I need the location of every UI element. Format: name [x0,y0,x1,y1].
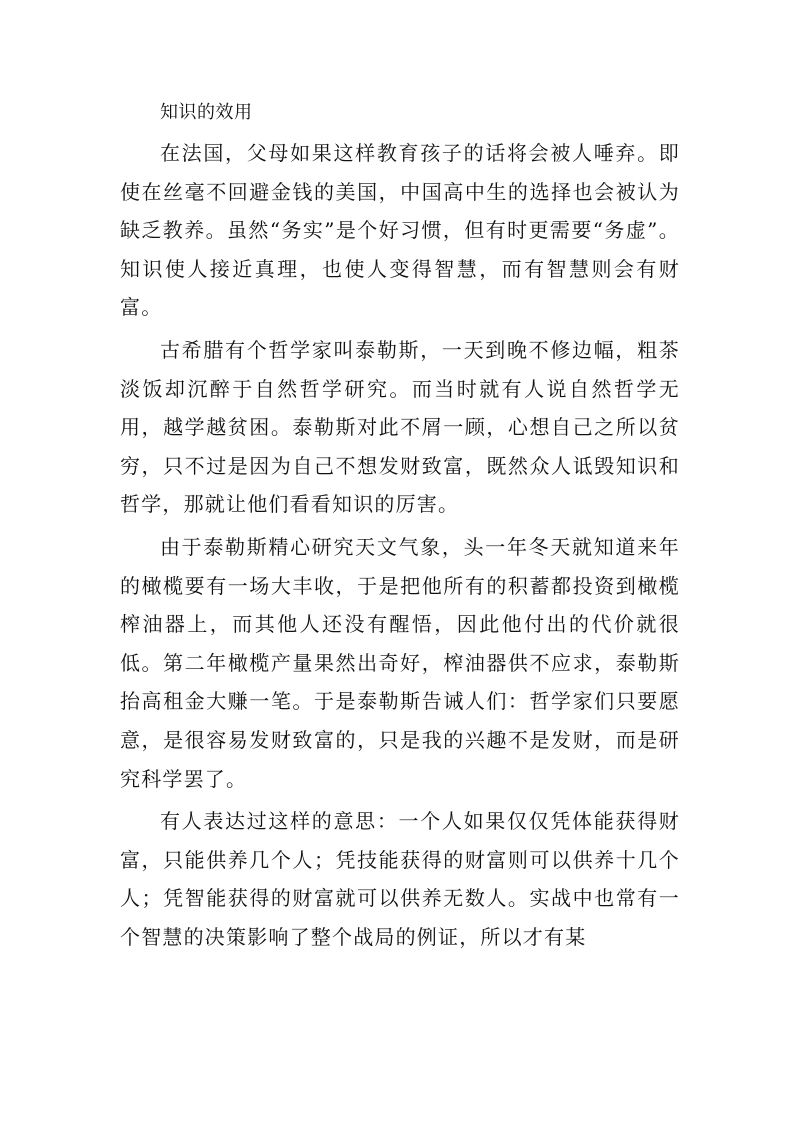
paragraph-2: 古希腊有个哲学家叫泰勒斯，一天到晚不修边幅，粗茶淡饭却沉醉于自然哲学研究。而当时就有人说自然哲学无用，越学越贫困。泰勒斯对此不屑一顾，心想自己之所以贫穷，只不过是因为自己不想发财致富，既然众人诋毁知识和哲学，那就让他们看看知识的厉害。 [120,337,680,517]
document-title: 知识的效用 [160,102,253,123]
document-page [120,96,680,960]
paragraph-3: 由于泰勒斯精心研究天文气象，头一年冬天就知道来年的橄榄要有一场大丰收，于是把他所有的积蓄都投资到橄榄榨油器上，而其他人还没有醒悟，因此他付出的代价就很低。第二年橄榄产量果然出奇好，榨油器供不应求，泰勒斯抬高租金大赚一笔。于是泰勒斯告诫人们：哲学家们只要愿意，是很容易发财致富的，只是我的兴趣不是发财，而是研究科学罢了。 [120,534,680,791]
paragraph-4: 有人表达过这样的意思：一个人如果仅仅凭体能获得财富，只能供养几个人；凭技能获得的财富则可以供养十几个人；凭智能获得的财富就可以供养无数人。实战中也常有一个智慧的决策影响了整个战局的例证，所以才有某 [120,809,680,949]
paragraph-1: 在法国，父母如果这样教育孩子的话将会被人唾弃。即使在丝毫不回避金钱的美国，中国高中生的选择也会被认为缺乏教养。虽然“务实”是个好习惯，但有时更需要“务虚”。知识使人接近真理，也使人变得智慧，而有智慧则会有财富。 [120,141,680,320]
